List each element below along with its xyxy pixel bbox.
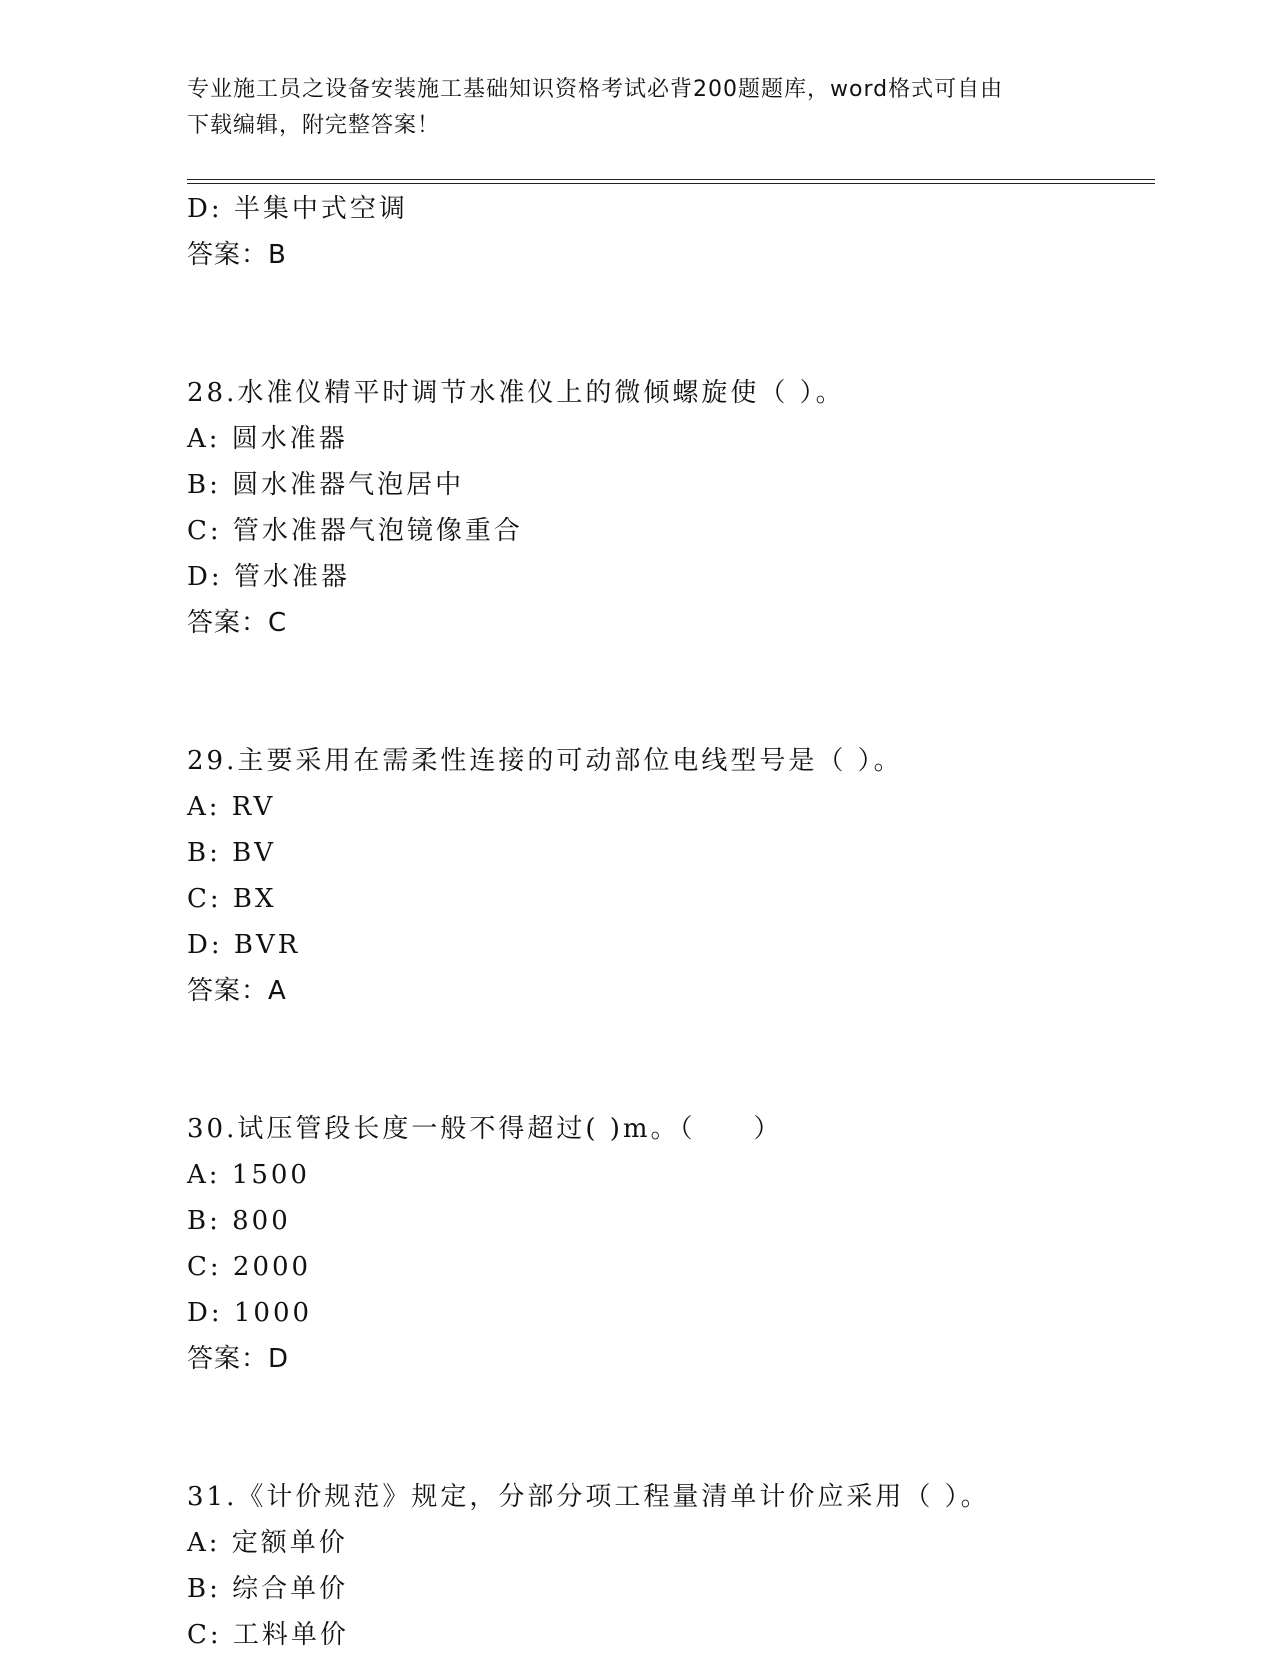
option-c: C: BX <box>187 884 277 914</box>
question-31 <box>187 1474 1147 1658</box>
header-divider-top <box>187 179 1155 180</box>
answer-line: 答案：D <box>187 1344 290 1374</box>
option-d: D: 管水准器 <box>187 562 350 592</box>
option-b: B: 圆水准器气泡居中 <box>187 470 465 500</box>
option-c: C: 工料单价 <box>187 1620 349 1650</box>
answer-line: 答案：C <box>187 608 288 638</box>
option-d: D: 1000 <box>187 1298 313 1328</box>
question-stem: 29.主要采用在需柔性连接的可动部位电线型号是（ ）。 <box>187 746 903 776</box>
option-a: A: 1500 <box>187 1160 310 1190</box>
option-b: B: 800 <box>187 1206 291 1236</box>
question-stem: 30.试压管段长度一般不得超过( )m。（ ） <box>187 1114 783 1144</box>
header-line-1: 专业施工员之设备安装施工基础知识资格考试必背200题题库，word格式可自由 <box>187 77 1004 102</box>
option-c: C: 管水准器气泡镜像重合 <box>187 516 523 546</box>
question-stem: 31.《计价规范》规定，分部分项工程量清单计价应采用（ ）。 <box>187 1482 990 1512</box>
question-29 <box>187 738 1147 1014</box>
option-c: C: 2000 <box>187 1252 312 1282</box>
option-d: D: BVR <box>187 930 301 960</box>
question-list <box>187 186 1147 1658</box>
option-a: A: 定额单价 <box>187 1528 348 1558</box>
option-a: A: 圆水准器 <box>187 424 348 454</box>
document-header <box>187 72 1087 144</box>
header-line-2: 下载编辑，附完整答案！ <box>187 113 441 138</box>
question-stem: 28.水准仪精平时调节水准仪上的微倾螺旋使（ ）。 <box>187 378 845 408</box>
question-28 <box>187 370 1147 646</box>
answer-line: 答案：A <box>187 976 287 1006</box>
option-b: B: BV <box>187 838 277 868</box>
option-a: A: RV <box>187 792 276 822</box>
question-30 <box>187 1106 1147 1382</box>
answer-line: 答案：B <box>187 240 287 270</box>
option-b: B: 综合单价 <box>187 1574 349 1604</box>
question-27-tail <box>187 186 1147 278</box>
option-d: D: 半集中式空调 <box>187 194 408 224</box>
header-divider-bottom <box>187 183 1155 184</box>
